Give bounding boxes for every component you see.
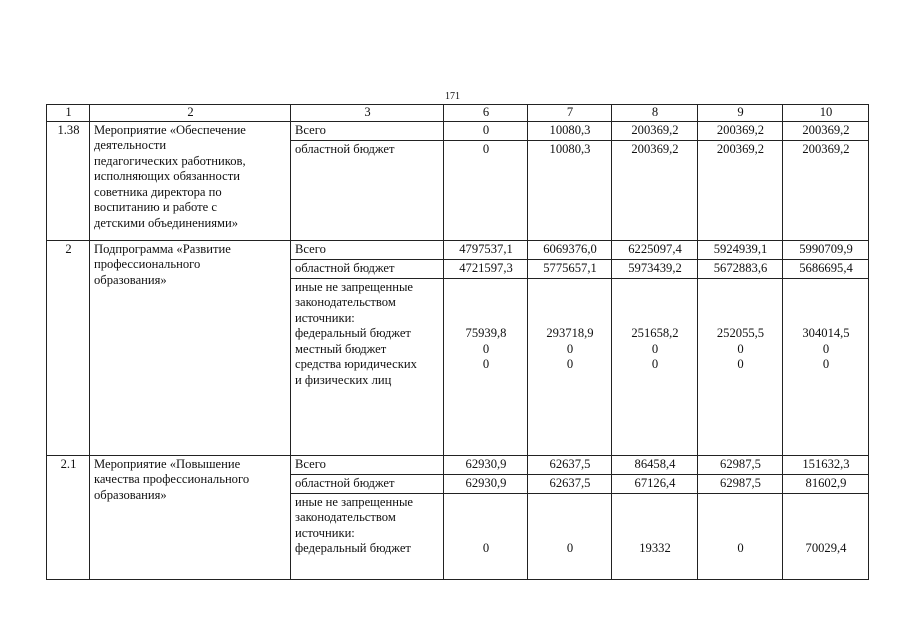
value-cell: 10080,3 [528, 140, 612, 240]
value-cell: 200369,2 [698, 140, 783, 240]
funding-source: Всего [291, 121, 444, 140]
header-cell: 3 [291, 105, 444, 122]
table-row [47, 121, 869, 140]
value-cell: 5990709,9 [783, 240, 869, 259]
page-number: 171 [445, 91, 460, 102]
value-cell: 0 [444, 493, 528, 579]
funding-source: Всего [291, 455, 444, 474]
value-cell: 62637,5 [528, 474, 612, 493]
value-cell: 0 [444, 121, 528, 140]
value-cell: 251658,2 0 0 [612, 278, 698, 455]
value-cell: 62930,9 [444, 455, 528, 474]
row-number: 2.1 [47, 455, 90, 579]
value-cell: 5924939,1 [698, 240, 783, 259]
funding-source: Всего [291, 240, 444, 259]
value-cell: 252055,5 0 0 [698, 278, 783, 455]
value-cell: 62637,5 [528, 455, 612, 474]
value-cell: 4721597,3 [444, 259, 528, 278]
value-cell: 200369,2 [783, 121, 869, 140]
value-cell: 62987,5 [698, 474, 783, 493]
funding-source: областной бюджет [291, 259, 444, 278]
funding-source: областной бюджет [291, 140, 444, 240]
value-cell: 19332 [612, 493, 698, 579]
header-cell: 6 [444, 105, 528, 122]
funding-source: областной бюджет [291, 474, 444, 493]
value-cell: 0 [528, 493, 612, 579]
value-cell: 200369,2 [612, 121, 698, 140]
value-cell: 70029,4 [783, 493, 869, 579]
value-cell: 151632,3 [783, 455, 869, 474]
value-cell: 5686695,4 [783, 259, 869, 278]
row-name: Мероприятие «Обеспечение деятельности педагогических работников, исполняющих обязанности советника директора по воспитанию и работе с детскими объединениями» [90, 121, 291, 240]
value-cell: 4797537,1 [444, 240, 528, 259]
header-cell: 10 [783, 105, 869, 122]
header-cell: 9 [698, 105, 783, 122]
funding-source-list: иные не запрещенные законодательством источники: федеральный бюджет местный бюджет средства юридических и физических лиц [291, 278, 444, 455]
value-cell: 293718,9 0 0 [528, 278, 612, 455]
value-cell: 5672883,6 [698, 259, 783, 278]
value-cell: 10080,3 [528, 121, 612, 140]
value-cell: 200369,2 [698, 121, 783, 140]
value-cell: 0 [698, 493, 783, 579]
value-cell: 200369,2 [783, 140, 869, 240]
value-cell: 6069376,0 [528, 240, 612, 259]
table-row [47, 240, 869, 259]
value-cell: 67126,4 [612, 474, 698, 493]
value-cell: 304014,5 0 0 [783, 278, 869, 455]
row-name: Подпрограмма «Развитие профессионального образования» [90, 240, 291, 455]
value-cell: 6225097,4 [612, 240, 698, 259]
value-cell: 81602,9 [783, 474, 869, 493]
value-cell: 75939,8 0 0 [444, 278, 528, 455]
header-cell: 8 [612, 105, 698, 122]
header-cell: 1 [47, 105, 90, 122]
row-number: 1.38 [47, 121, 90, 240]
header-cell: 7 [528, 105, 612, 122]
value-cell: 62930,9 [444, 474, 528, 493]
table-header-row [47, 105, 869, 122]
value-cell: 86458,4 [612, 455, 698, 474]
header-cell: 2 [90, 105, 291, 122]
value-cell: 200369,2 [612, 140, 698, 240]
funding-source-list: иные не запрещенные законодательством источники: федеральный бюджет [291, 493, 444, 579]
value-cell: 5973439,2 [612, 259, 698, 278]
value-cell: 5775657,1 [528, 259, 612, 278]
table-row [47, 455, 869, 474]
value-cell: 0 [444, 140, 528, 240]
value-cell: 62987,5 [698, 455, 783, 474]
row-name: Мероприятие «Повышение качества профессионального образования» [90, 455, 291, 579]
budget-table [46, 104, 869, 580]
row-number: 2 [47, 240, 90, 455]
